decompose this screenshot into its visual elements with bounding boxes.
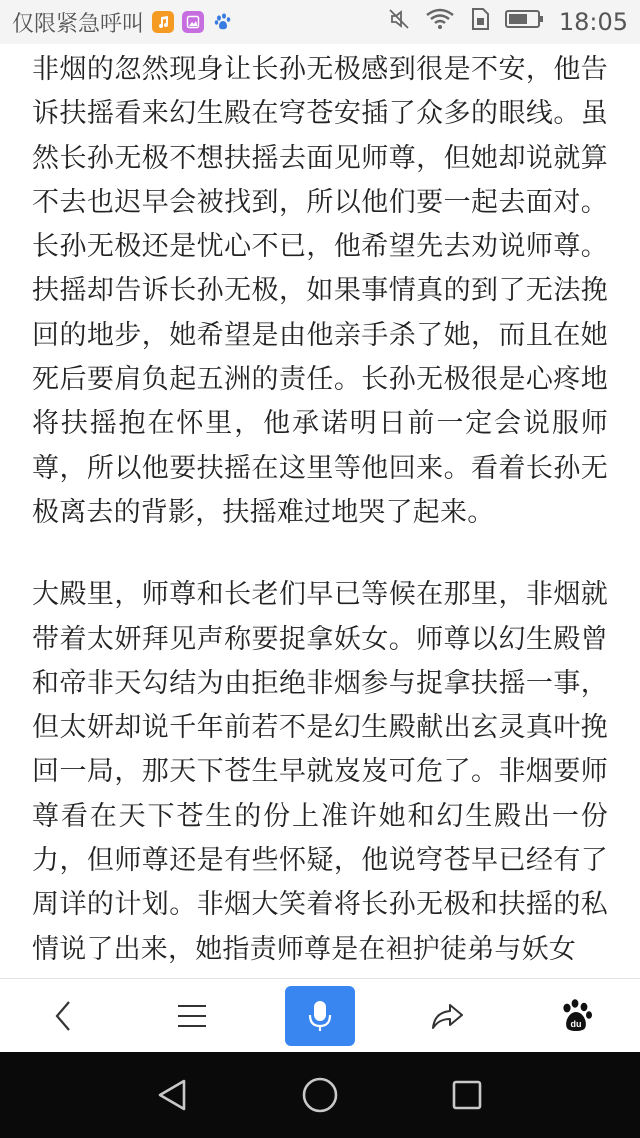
android-nav-bar [0, 1052, 640, 1138]
nav-back-button[interactable] [143, 1065, 203, 1125]
menu-button[interactable] [128, 979, 256, 1053]
mute-icon [387, 7, 411, 37]
back-button[interactable] [0, 979, 128, 1053]
article-paragraph: 大殿里，师尊和长老们早已等候在那里，非烟就带着太妍拜见声称要捉拿妖女。师尊以幻生殿曾和帝非天勾结为由拒绝非烟参与捉拿扶摇一事，但太妍却说千年前若不是幻生殿献出玄灵真叶挽回一局，那天下苍生早就岌岌可危了。非烟要师尊看在天下苍生的份上准许她和幻生殿出一份力，但师尊还是有些怀疑，他说穹苍早已经有了周详的计划。非烟大笑着将长孙无极和扶摇的私情说了出来，她指责师尊是在袒护徒弟与妖女 [32, 579, 608, 965]
baidu-du-icon [558, 998, 594, 1034]
voice-mic-icon [308, 999, 332, 1033]
clock-time: 18:05 [558, 8, 628, 36]
voice-mic-button-bg[interactable] [285, 986, 355, 1046]
baidu-paw-icon [212, 11, 234, 33]
voice-search-button[interactable] [256, 979, 384, 1053]
recents-square-icon [450, 1078, 484, 1112]
music-app-icon [152, 11, 174, 33]
status-right [387, 7, 628, 37]
svg-text:du: du [570, 1018, 582, 1029]
nav-home-button[interactable] [290, 1065, 350, 1125]
gallery-app-icon [182, 11, 204, 33]
article-paragraph: 非烟的忽然现身让长孙无极感到很是不安，他告诉扶摇看来幻生殿在穹苍安插了众多的眼线。虽然长孙无极不想扶摇去面见师尊，但她却说就算不去也迟早会被找到，所以他们要一起去面对。长孙无极还是忧心不已，他希望先去劝说师尊。扶摇却告诉长孙无极，如果事情真的到了无法挽回的地步，她希望是由他亲手杀了她，而且在她死后要肩负起五洲的责任。长孙无极很是心疼地将扶摇抱在怀里，他承诺明日前一定会说服师尊，所以他要扶摇在这里等他回来。看着长孙无极离去的背影，扶摇难过地哭了起来。 [32, 54, 608, 528]
back-triangle-icon [156, 1077, 190, 1113]
share-button[interactable] [384, 979, 512, 1053]
share-forward-icon [430, 1001, 466, 1031]
battery-icon [505, 8, 545, 36]
menu-icon [176, 1002, 208, 1030]
status-left [12, 7, 234, 38]
carrier-text: 仅限紧急呼叫 [12, 11, 145, 37]
home-circle-icon [301, 1076, 339, 1114]
article-body [0, 44, 640, 978]
wifi-icon [425, 7, 455, 37]
baidu-home-button[interactable] [512, 979, 640, 1053]
browser-toolbar [0, 978, 640, 1052]
nav-recents-button[interactable] [437, 1065, 497, 1125]
sim-icon [469, 7, 491, 37]
back-icon [51, 998, 77, 1034]
status-bar [0, 0, 640, 44]
